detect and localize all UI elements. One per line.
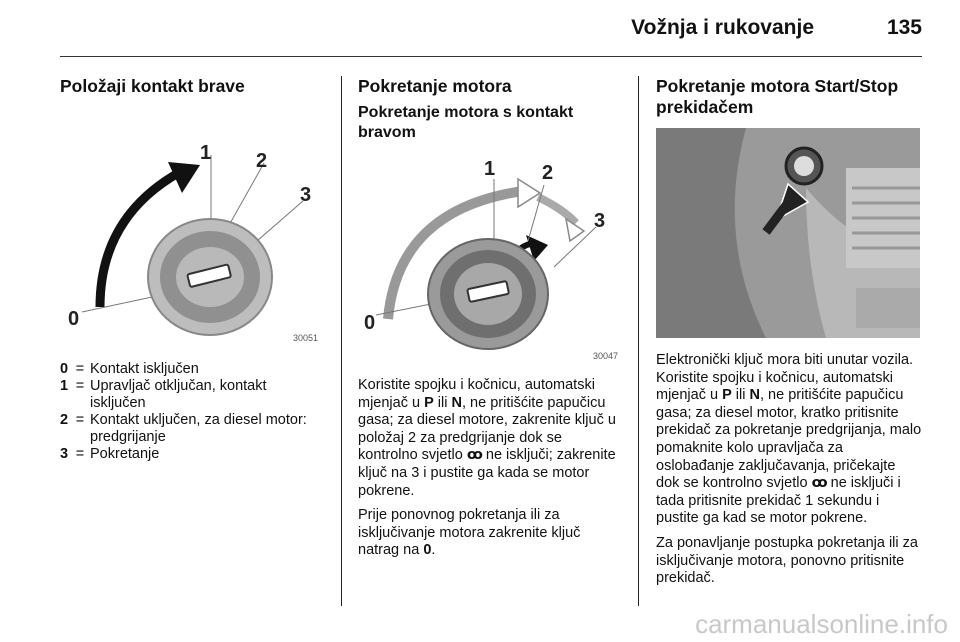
paragraph: Elektronički ključ mora biti unutar vozila. Koristite spojku i kočnicu, automatski mjenjač u P ili N, ne pritišćite papučicu gasa; za diesel motor, kratko pritisnite prekidač za pokretanje predgrijanja, malo pomaknite kolo upravljača za oslobađanje zaključavanja, pričekajte dok se kontrolno svjetlo ꝏ ne isključi i tada pritisnite prekidač 1 sekundu i pustite ga kad se motor pokrene.	[656, 352, 922, 527]
ignition-diagram	[60, 107, 322, 347]
legend-text: Kontakt uključen, za diesel motor: predgrijanje	[90, 412, 307, 445]
figure-label: 1	[484, 158, 496, 180]
start-stop-instructions	[656, 352, 922, 588]
figure-label: 3	[300, 184, 312, 206]
dashboard-illustration	[656, 128, 920, 338]
figure-label: 0	[68, 308, 80, 330]
legend-number: 1	[60, 378, 69, 394]
legend-item	[60, 361, 322, 378]
column-start-stop	[656, 76, 922, 588]
section-heading: Pokretanje motora	[358, 76, 512, 96]
legend-equals: =	[75, 378, 85, 394]
legend-number: 0	[60, 361, 69, 377]
paragraph: Prije ponovnog pokretanja ili za isključivanje motora zakrenite ključ natrag na 0.	[358, 507, 581, 559]
column-divider	[638, 76, 639, 606]
ignition-key-diagram	[358, 149, 622, 365]
legend-number: 2	[60, 412, 69, 428]
section-heading: Položaji kontakt brave	[60, 76, 245, 96]
header-title: Vožnja i rukovanje	[631, 16, 814, 39]
legend-item	[60, 412, 322, 446]
legend-text: Upravljač otključan, kontakt isključen	[90, 378, 267, 411]
column-engine-start	[358, 76, 622, 560]
glow-plug-icon: ꝏ	[466, 447, 482, 464]
figure-code: 30047	[592, 351, 618, 361]
section-heading: Pokretanje motora Start/Stop prekidačem	[656, 76, 899, 117]
ignition-lock-illustration	[60, 107, 322, 347]
legend-text: Kontakt isključen	[90, 361, 199, 377]
paragraph: Za ponavljanje postupka pokretanja ili za isključivanje motora, ponovno pritisnite prekidač.	[656, 534, 918, 587]
figure-label: 2	[256, 150, 268, 172]
legend-number: 3	[60, 446, 69, 462]
page-header	[60, 0, 922, 57]
figure-label: 3	[594, 210, 606, 232]
legend-equals: =	[75, 412, 85, 428]
glow-plug-icon: ꝏ	[811, 475, 827, 492]
legend-item	[60, 378, 322, 412]
paragraph: Koristite spojku i kočnicu, automatski mjenjač u P ili N, ne pritišćite papučicu gasa; za diesel motore, zakrenite ključ u položaj 2 za predgrijanje dok se kontrolno svjetlo ꝏ ne isključi; zakrenite ključ na 3 i pustite ga kada se motor pokrene.	[358, 377, 616, 499]
legend-equals: =	[75, 446, 85, 462]
section-subheading: Pokretanje motora s kontakt bravom	[358, 104, 574, 141]
position-legend	[60, 361, 322, 463]
figure-code: 30051	[292, 333, 318, 343]
column-ignition-positions	[60, 76, 322, 463]
start-instructions	[358, 377, 622, 560]
legend-item	[60, 446, 322, 463]
watermark: carmanualsonline.info	[695, 609, 948, 639]
figure-label: 0	[364, 312, 376, 334]
legend-equals: =	[75, 361, 85, 377]
figure-label: 1	[200, 142, 212, 164]
column-divider	[341, 76, 342, 606]
legend-text: Pokretanje	[90, 446, 160, 462]
start-stop-photo	[656, 128, 920, 338]
figure-label: 2	[542, 162, 554, 184]
page-number: 135	[886, 16, 922, 39]
ignition-key-illustration	[358, 149, 622, 365]
